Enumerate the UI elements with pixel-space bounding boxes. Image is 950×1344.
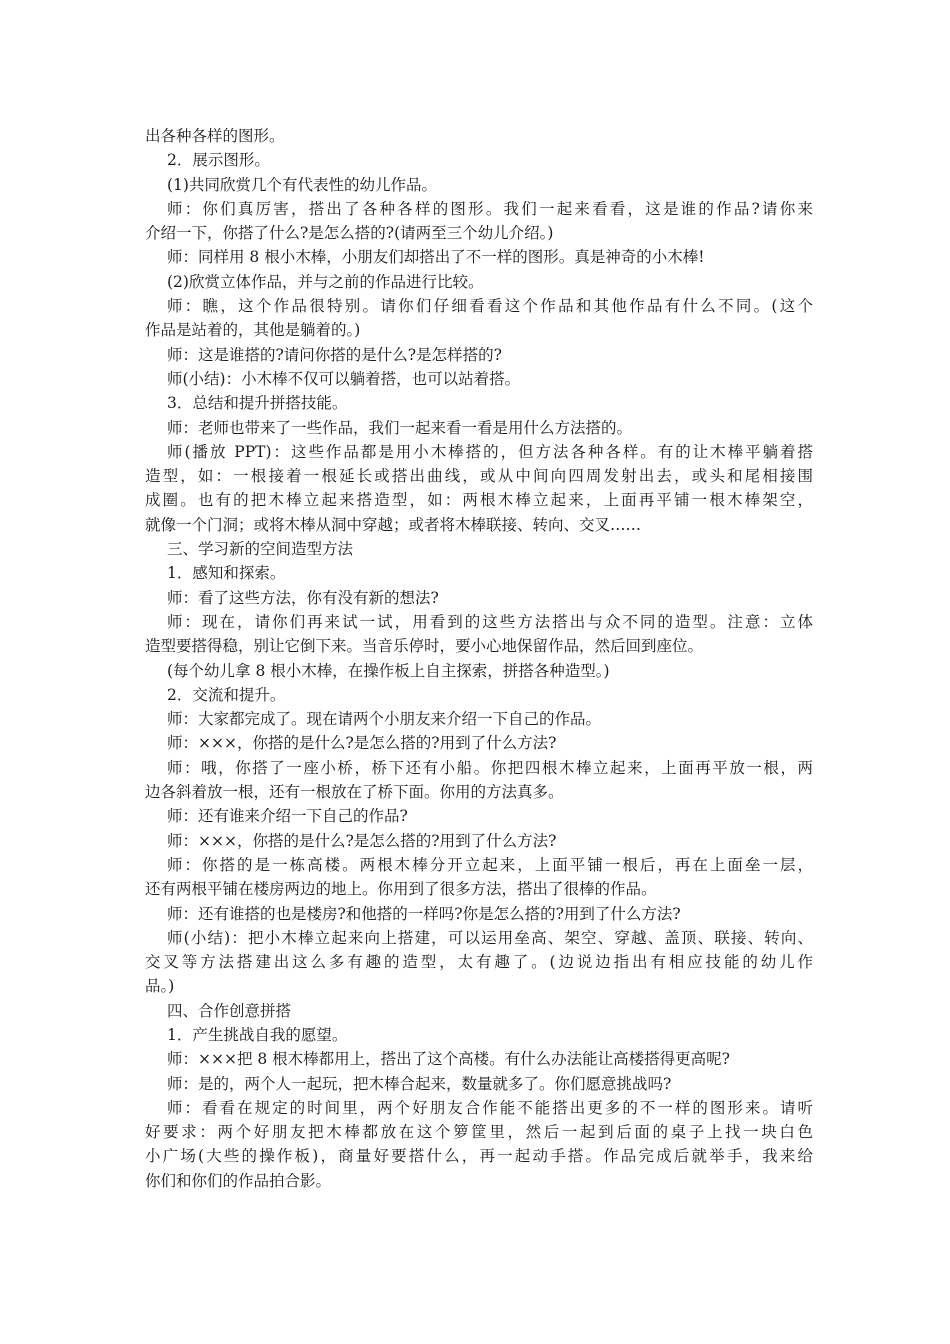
text-line: 师：看看在规定的时间里，两个好朋友合作能不能搭出更多的不一样的图形来。请听 <box>167 1098 813 1117</box>
text-line: 师：看了这些方法，你有没有新的想法? <box>167 588 439 607</box>
text-line: (每个幼儿拿 8 根小木棒，在操作板上自主探索，拼搭各种造型。) <box>167 661 610 680</box>
text-line: 师：×××把 8 根木棒都用上，搭出了这个高楼。有什么办法能让高楼搭得更高呢? <box>167 1050 730 1069</box>
text-line: 师：×××，你搭的是什么?是怎么搭的?用到了什么方法? <box>167 734 557 753</box>
text-line: 师：你搭的是一栋高楼。两根木棒分开立起来，上面平铺一根后，再在上面垒一层， <box>167 855 813 874</box>
text-line: 师(小结)：把小木棒立起来向上搭建，可以运用垒高、架空、穿越、盖顶、联接、转向、 <box>167 928 813 947</box>
text-line: 师：还有谁来介绍一下自己的作品? <box>167 807 408 826</box>
text-line: 成圈。也有的把木棒立起来搭造型，如：两根木棒立起来，上面再平铺一根木棒架空， <box>145 491 813 510</box>
text-line: 师：哦，你搭了一座小桥，桥下还有小船。你把四根木棒立起来，上面再平放一根，两 <box>167 758 813 777</box>
text-line: 师：老师也带来了一些作品，我们一起来看一看是用什么方法搭的。 <box>167 418 633 437</box>
text-line: 你们和你们的作品拍合影。 <box>145 1171 332 1190</box>
text-line: 3．总结和提升拼搭技能。 <box>167 394 348 413</box>
text-line: 作品是站着的，其他是躺着的。) <box>145 321 361 340</box>
text-line: 师：你们真厉害，搭出了各种各样的图形。我们一起来看看，这是谁的作品?请你来 <box>167 199 813 218</box>
text-line: 师：这是谁搭的?请问你搭的是什么?是怎样搭的? <box>167 345 502 364</box>
text-line: 介绍一下，你搭了什么?是怎么搭的?(请两至三个幼儿介绍。) <box>145 224 554 243</box>
text-line: 好要求：两个好朋友把木棒都放在这个箩筐里，然后一起到后面的桌子上找一块白色 <box>145 1123 813 1142</box>
text-line: 还有两根平铺在楼房两边的地上。你用到了很多方法，搭出了很棒的作品。 <box>145 880 657 899</box>
text-line: 2．交流和提升。 <box>167 685 286 704</box>
text-line: (1)共同欣赏几个有代表性的幼儿作品。 <box>167 175 437 194</box>
text-line: 师：同样用 8 根小木棒，小朋友们却搭出了不一样的图形。真是神奇的小木棒! <box>167 248 705 267</box>
text-line: 师：是的，两个人一起玩，把木棒合起来，数量就多了。你们愿意挑战吗? <box>167 1074 672 1093</box>
text-line: 四、合作创意拼搭 <box>167 1001 292 1020</box>
text-line: 出各种各样的图形。 <box>145 127 285 145</box>
text-line: 师：现在，请你们再来试一试，用看到的这些方法搭出与众不同的造型。注意：立体 <box>167 612 813 631</box>
text-line: 师：大家都完成了。现在请两个小朋友来介绍一下自己的作品。 <box>167 710 602 729</box>
text-line: 师(播放 PPT)：这些作品都是用小木棒搭的，但方法各种各样。有的让木棒平躺着搭 <box>167 442 813 461</box>
text-line: 造型要搭得稳，别让它倒下来。当音乐停时，要小心地保留作品，然后回到座位。 <box>145 637 704 656</box>
text-line: 三、学习新的空间造型方法 <box>167 540 354 559</box>
text-line: 边各斜着放一根，还有一根放在了桥下面。你用的方法真多。 <box>145 783 564 802</box>
text-line: 师：瞧，这个作品很特别。请你们仔细看看这个作品和其他作品有什么不同。(这个 <box>167 297 813 316</box>
text-line: 2．展示图形。 <box>167 151 270 170</box>
text-line: 师：还有谁搭的也是楼房?和他搭的一样吗?你是怎么搭的?用到了什么方法? <box>167 904 681 923</box>
text-line: 1．感知和探索。 <box>167 564 286 583</box>
text-line: 1．产生挑战自我的愿望。 <box>167 1025 348 1044</box>
text-line: (2)欣赏立体作品，并与之前的作品进行比较。 <box>167 272 484 291</box>
text-line: 交叉等方法搭建出这么多有趣的造型，太有趣了。(边说边指出有相应技能的幼儿作 <box>145 953 813 972</box>
text-line: 造型，如：一根接着一根延长或搭出曲线，或从中间向四周发射出去，或头和尾相接围 <box>145 467 813 486</box>
text-line: 师：×××，你搭的是什么?是怎么搭的?用到了什么方法? <box>167 831 557 850</box>
text-line: 师(小结)：小木棒不仅可以躺着搭，也可以站着搭。 <box>167 369 521 388</box>
document-page <box>145 124 813 1193</box>
text-line: 小广场(大些的操作板)，商量好要搭什么，再一起动手搭。作品完成后就举手，我来给 <box>145 1147 813 1166</box>
text-line: 就像一个门洞；或将木棒从洞中穿越；或者将木棒联接、转向、交叉…… <box>145 515 642 534</box>
text-line: 品。) <box>145 977 175 996</box>
